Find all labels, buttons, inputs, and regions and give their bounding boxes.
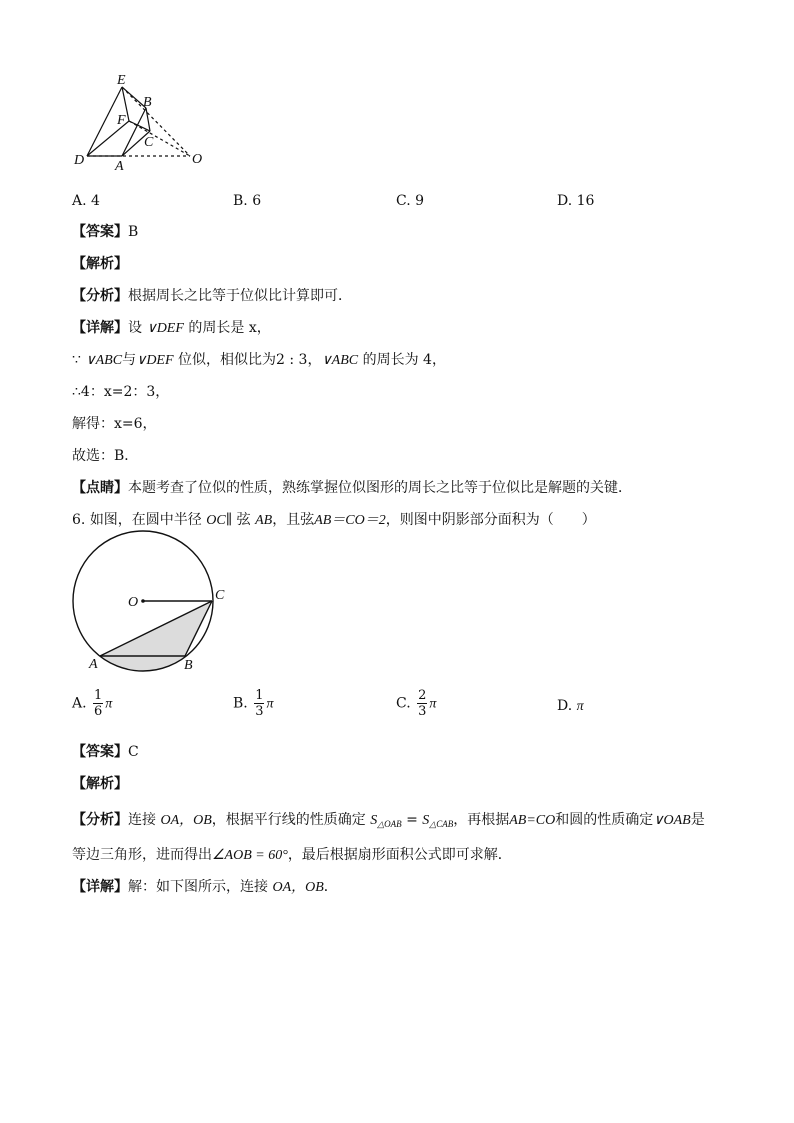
q5-therefore-line: ∴4：x=2：3， <box>72 384 170 400</box>
q5-choose-line: 故选：B． <box>72 448 139 464</box>
q5-analysis-line <box>72 254 128 274</box>
q6-option-a <box>72 688 112 719</box>
triangle-def: ∨DEF <box>146 321 184 336</box>
center-point <box>141 599 145 603</box>
edge-FC <box>129 121 150 131</box>
q6-analysis-line <box>72 774 128 794</box>
because-symbol: ∵ <box>72 352 81 368</box>
segment-ab: AB <box>255 513 273 528</box>
analysis-tag: 【解析】 <box>72 776 128 792</box>
fenxi-a: 连接 <box>128 812 156 828</box>
denominator: 6 <box>94 704 103 719</box>
similar-text: 位似，相似比为 <box>178 352 276 368</box>
area-s2-sub: △CAB <box>429 819 454 829</box>
stem-b: 弦 <box>236 512 251 528</box>
numerator: 2 <box>418 688 427 703</box>
edge-FO <box>129 121 190 156</box>
numerator: 1 <box>255 688 264 703</box>
stem-c: ，且弦 <box>272 512 315 528</box>
pi-symbol: π <box>429 696 437 712</box>
q6-option-d <box>557 696 584 717</box>
option-c-label: C. <box>396 695 411 712</box>
answer-tag: 【答案】 <box>72 224 128 240</box>
xiangjie-tag: 【详解】 <box>72 320 128 336</box>
parallel-symbol: ∥ <box>225 512 233 528</box>
shaded-segment <box>100 656 185 670</box>
pi-symbol: π <box>576 699 584 714</box>
angle-aob: ∠AOB = 60° <box>212 848 288 863</box>
q5-solve-line: 解得：x=6， <box>72 416 157 432</box>
option-b-label: B. <box>233 695 248 712</box>
comma: ， <box>307 352 322 368</box>
figure-homothety-diagram <box>66 66 216 176</box>
q5-option-a: A. 4 <box>72 193 100 209</box>
area-s2 <box>422 813 453 828</box>
label-B: B <box>184 658 193 673</box>
q6-xiangjie-line <box>72 877 338 898</box>
xiangjie-prefix: 设 <box>128 320 142 336</box>
area-s1-letter: S <box>370 813 378 828</box>
fenxi-c: ，再根据 <box>453 812 510 828</box>
label-C: C <box>215 588 225 603</box>
option-b-fraction <box>254 688 264 719</box>
triangle-abc-2: ∨ABC <box>321 353 359 368</box>
option-c-fraction <box>417 688 427 719</box>
equality: AB＝CO＝2 <box>314 513 386 528</box>
q5-fenxi-line <box>72 286 352 306</box>
area-s1 <box>370 813 401 828</box>
area-s1-sub: △OAB <box>377 819 402 829</box>
triangle-abc: ∨ABC <box>85 353 123 368</box>
perimeter-text: 的周长为 4， <box>362 352 446 368</box>
segments-oa-ob: OA，OB <box>160 813 212 828</box>
dianjing-text: 本题考查了位似的性质，熟练掌握位似图形的周长之比等于位似比是解题的关键． <box>128 480 632 496</box>
answer-tag: 【答案】 <box>72 744 128 760</box>
xiangjie-a: 解：如下图所示，连接 <box>128 879 268 895</box>
edge-AB <box>122 108 146 156</box>
ab-eq-co: AB=CO <box>509 813 556 828</box>
q6-fenxi-line-1 <box>72 810 705 834</box>
stem-a: 如图，在圆中半径 <box>89 512 202 528</box>
q5-xiangjie-line <box>72 318 271 339</box>
q5-dianjing-line <box>72 478 632 498</box>
denominator: 3 <box>418 704 427 719</box>
option-a-label: A. <box>72 695 87 712</box>
answer-value: B <box>128 224 139 240</box>
fenxi-d: 和圆的性质确定 <box>555 812 654 828</box>
xiangjie-b: ． <box>323 879 338 895</box>
edge-EO <box>122 87 190 156</box>
fenxi-b: ，根据平行线的性质确定 <box>211 812 366 828</box>
fenxi-e: 是 <box>690 812 705 828</box>
q6-option-b <box>233 688 274 719</box>
triangle-oab: ∨OAB <box>653 813 691 828</box>
label-B: B <box>143 95 152 110</box>
option-a-fraction <box>93 688 103 719</box>
q6-option-c <box>396 688 436 719</box>
dianjing-tag: 【点睛】 <box>72 480 128 496</box>
denominator: 3 <box>255 704 264 719</box>
stem-d: ，则图中阴影部分面积为（ ） <box>385 512 596 528</box>
numerator: 1 <box>94 688 103 703</box>
q5-option-b: B. 6 <box>233 193 262 209</box>
answer-value: C <box>128 744 139 760</box>
line2-a: 等边三角形，进而得出 <box>72 847 212 863</box>
option-d-label: D. <box>557 698 573 714</box>
line2-b: ，最后根据扇形面积公式即可求解． <box>287 847 512 863</box>
label-C: C <box>144 135 154 150</box>
label-E: E <box>117 73 126 88</box>
ratio-value: 2 : 3 <box>276 352 308 368</box>
segment-oc: OC <box>206 513 226 528</box>
equals-sign: = <box>401 812 423 828</box>
q5-because-line <box>72 350 446 371</box>
analysis-tag: 【解析】 <box>72 256 128 272</box>
edge-BC <box>146 108 150 131</box>
pi-symbol: π <box>105 696 113 712</box>
segments-oa-ob-2: OA，OB <box>272 880 324 895</box>
q5-option-d: D. 16 <box>557 193 595 209</box>
xiangjie-suffix: 的周长是 x， <box>188 320 271 336</box>
label-A: A <box>115 159 124 174</box>
q5-option-c: C. 9 <box>396 193 425 209</box>
fenxi-text: 根据周长之比等于位似比计算即可． <box>128 288 352 304</box>
label-F: F <box>117 113 126 128</box>
label-A: A <box>89 657 98 672</box>
label-O: O <box>192 152 203 167</box>
area-s2-letter: S <box>422 813 430 828</box>
triangle-def-2: ∨DEF <box>136 353 174 368</box>
q6-fenxi-line-2 <box>72 845 512 866</box>
question-number: 6. <box>72 512 86 528</box>
figure-circle-diagram <box>66 528 236 678</box>
q6-answer-line <box>72 742 139 762</box>
label-O: O <box>128 595 139 610</box>
q5-answer-line <box>72 222 138 242</box>
label-D: D <box>74 153 85 168</box>
fenxi-tag: 【分析】 <box>72 288 128 304</box>
fenxi-tag: 【分析】 <box>72 812 128 828</box>
with-text: 与 <box>122 352 137 368</box>
pi-symbol: π <box>266 696 274 712</box>
xiangjie-tag: 【详解】 <box>72 879 128 895</box>
